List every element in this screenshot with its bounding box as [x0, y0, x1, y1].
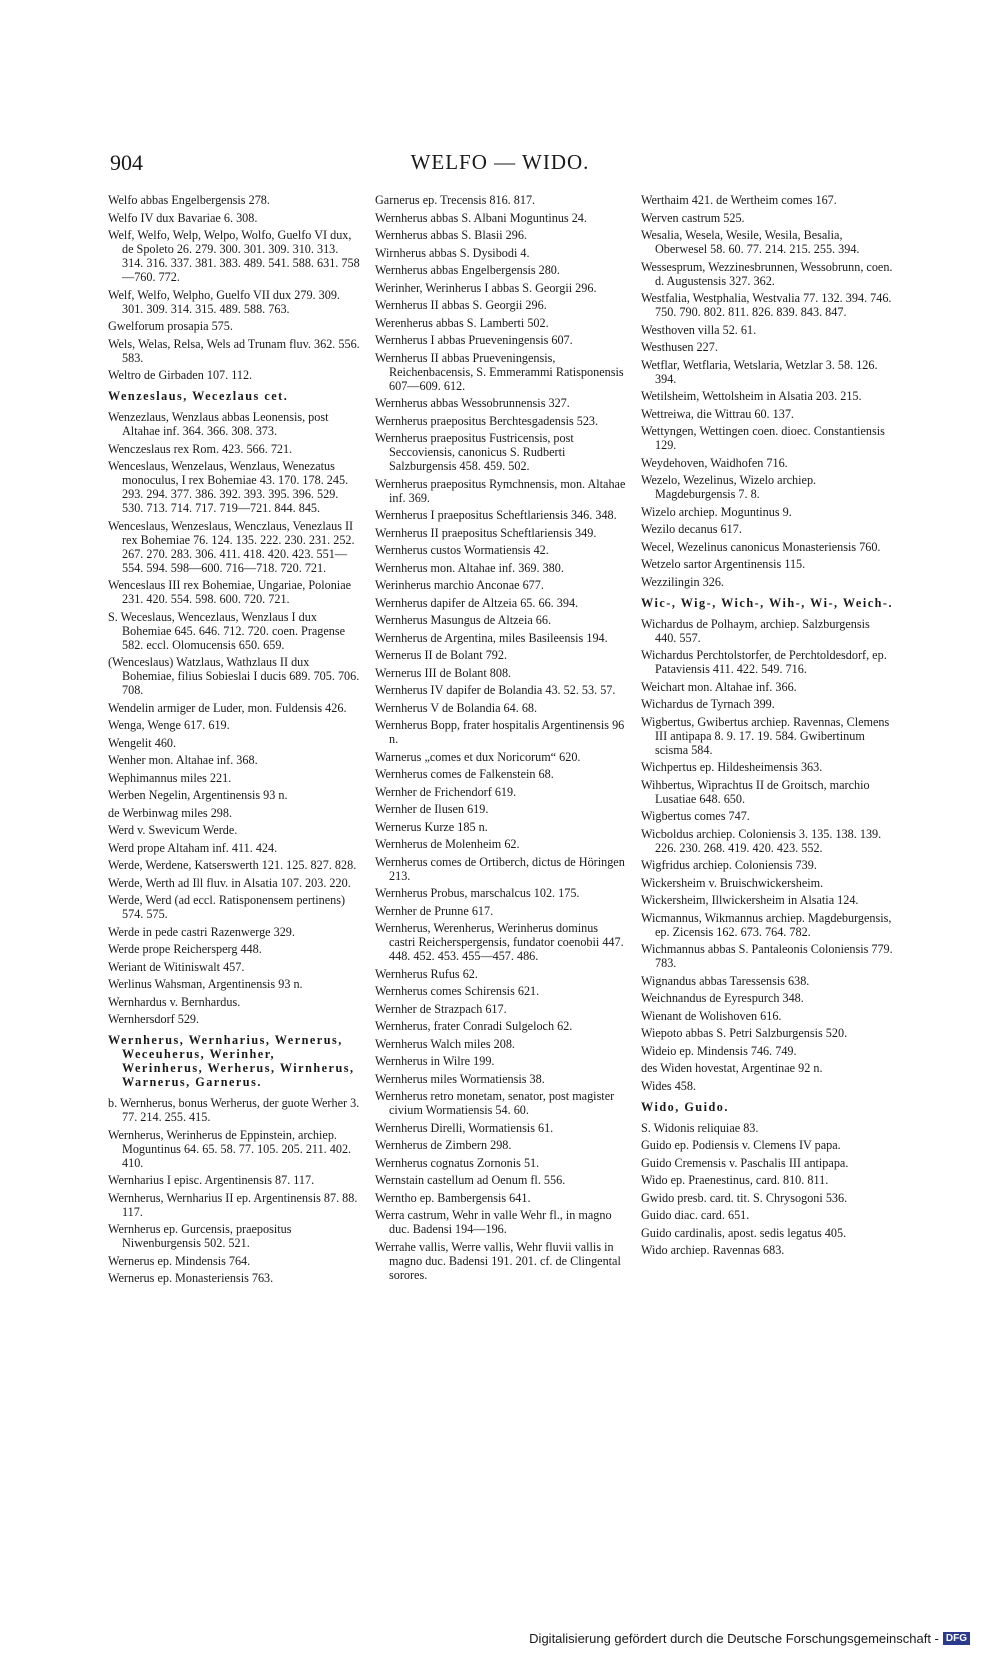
- index-section-header: Wernherus, Wernharius, Wernerus, Weceuherus, Werinher, Werinherus, Werherus, Wirnherus, Warnerus, Garnerus.: [108, 1033, 355, 1089]
- index-entry: Wernher de Prunne 617.: [375, 903, 494, 918]
- index-entry: Welf, Welfo, Welpho, Guelfo VII dux 279. 309. 301. 309. 314. 315. 489. 588. 763.: [108, 287, 340, 316]
- index-entry: Wihbertus, Wiprachtus II de Groitsch, marchio Lusatiae 648. 650.: [641, 777, 870, 806]
- footer: [529, 1631, 970, 1646]
- index-entry: Wernherus Walch miles 208.: [375, 1036, 515, 1051]
- index-entry: Wernherus praepositus Berchtesgadensis 523.: [375, 413, 599, 428]
- index-entry: Wernherus custos Wormatiensis 42.: [375, 543, 549, 557]
- index-entry: Welfo IV dux Bavariae 6. 308.: [108, 210, 258, 225]
- index-entry: Wezelo, Wezelinus, Wizelo archiep. Magdeburgensis 7. 8.: [641, 473, 817, 501]
- index-entry: Wicboldus archiep. Coloniensis 3. 135. 138. 139. 226. 230. 268. 419. 420. 423. 552.: [641, 826, 882, 855]
- index-entry: Wels, Welas, Relsa, Wels ad Trunam fluv. 362. 556. 583.: [108, 336, 360, 365]
- index-entry: Wernerus Kurze 185 n.: [375, 819, 488, 834]
- index-entry: Wessesprum, Wezzinesbrunnen, Wessobrunn, coen. d. Augustensis 327. 362.: [641, 259, 893, 288]
- index-column-1: [108, 193, 360, 1289]
- index-entry: Wernher de Ilusen 619.: [375, 802, 489, 816]
- index-entry: Wickersheim, Illwickersheim in Alsatia 124.: [641, 893, 859, 907]
- index-entry: Wernherus comes Schirensis 621.: [375, 984, 540, 998]
- index-entry: Wigbertus, Gwibertus archiep. Ravennas, Clemens III antipapa 8. 9. 17. 19. 584. Gwibertinum scisma 584.: [641, 714, 890, 757]
- index-entry: Wicmannus, Wikmannus archiep. Magdeburgensis, ep. Zicensis 162. 673. 764. 782.: [641, 910, 892, 939]
- index-entry: Wernerus II de Bolant 792.: [375, 648, 508, 662]
- index-entry: Wichmannus abbas S. Pantaleonis Coloniensis 779. 783.: [641, 942, 893, 970]
- index-entry: Werd v. Swevicum Werde.: [108, 823, 238, 837]
- index-entry: Wernherus dapifer de Altzeia 65. 66. 394.: [375, 595, 579, 610]
- index-entry: Westhoven villa 52. 61.: [641, 322, 757, 337]
- index-entry: Wernherus, Wernharius II ep. Argentinensis 87. 88. 117.: [108, 1190, 358, 1219]
- index-entry: Wenceslaus, Wenzeslaus, Wenczlaus, Venezlaus II rex Bohemiae 76. 124. 135. 222. 230. 231. 252. 267. 270. 283. 306. 411. 418. 420. 423. 551—554. 594. 598—600. 716—718. 720. 721.: [108, 518, 355, 575]
- index-entry: Guido Cremensis v. Paschalis III antipapa.: [641, 1155, 849, 1170]
- index-entry: Werde prope Reichersperg 448.: [108, 942, 262, 956]
- index-entry: Wetilsheim, Wettolsheim in Alsatia 203. 215.: [641, 389, 862, 403]
- index-entry: Wenceslaus III rex Bohemiae, Ungariae, Poloniae 231. 420. 554. 598. 600. 720. 721.: [108, 578, 352, 606]
- index-entry: Wichardus Perchtolstorfer, de Perchtoldesdorf, ep. Pataviensis 411. 422. 549. 716.: [641, 648, 887, 676]
- index-entry: Weydehoven, Waidhofen 716.: [641, 455, 788, 470]
- index-entry: de Werbinwag miles 298.: [108, 805, 233, 820]
- index-entry: Wernhersdorf 529.: [108, 1012, 200, 1026]
- index-entry: Guido cardinalis, apost. sedis legatus 405.: [641, 1225, 847, 1240]
- index-entry: Werenherus abbas S. Lamberti 502.: [375, 315, 549, 330]
- index-entry: Wernherus mon. Altahae inf. 369. 380.: [375, 560, 564, 575]
- index-entry: Wernerus III de Bolant 808.: [375, 665, 512, 680]
- index-section-header: Wido, Guido.: [641, 1099, 729, 1114]
- index-entry: Wido ep. Praenestinus, card. 810. 811.: [641, 1173, 829, 1187]
- index-entry: Werde, Werdene, Katserswerth 121. 125. 827. 828.: [108, 858, 357, 872]
- index-entry: Wernherus I abbas Prueveningensis 607.: [375, 333, 573, 347]
- index-entry: Weriant de Witiniswalt 457.: [108, 959, 245, 974]
- index-entry: Wecel, Wezelinus canonicus Monasteriensis 760.: [641, 539, 881, 554]
- index-entry: Garnerus ep. Trecensis 816. 817.: [375, 193, 536, 207]
- index-entry: Weltro de Girbaden 107. 112.: [108, 368, 253, 382]
- index-entry: Wenzezlaus, Wenzlaus abbas Leonensis, post Altahae inf. 364. 366. 308. 373.: [108, 410, 329, 438]
- index-entry: Wernherus Bopp, frater hospitalis Argentinensis 96 n.: [375, 718, 625, 746]
- index-entry: Wernherus Rufus 62.: [375, 966, 478, 981]
- index-entry: Wettreiwa, die Wittrau 60. 137.: [641, 406, 794, 421]
- index-entry: Wernherus IV dapifer de Bolandia 43. 52. 53. 57.: [375, 683, 616, 697]
- index-entry: Welf, Welfo, Welp, Welpo, Wolfo, Guelfo VI dux, de Spoleto 26. 279. 300. 301. 309. 310. 313. 314. 316. 337. 381. 383. 489. 541. 588. 631. 758—760. 772.: [108, 228, 360, 284]
- index-entry: Wernherus II abbas Prueveningensis, Reichenbacensis, S. Emmerammi Ratisponensis 607—609. 612.: [375, 350, 624, 393]
- index-entry: Wernherus abbas Engelbergensis 280.: [375, 263, 560, 277]
- index-entry: Wetzelo sartor Argentinensis 115.: [641, 557, 806, 571]
- index-entry: Werlinus Wahsman, Argentinensis 93 n.: [108, 977, 303, 991]
- index-entry: Wernherus Probus, marschalcus 102. 175.: [375, 886, 580, 900]
- index-entry: Westfalia, Westphalia, Westvalia 77. 132. 394. 746. 750. 790. 802. 811. 826. 839. 843. 847.: [641, 291, 892, 319]
- footer-text: Digitalisierung gefördert durch die Deutsche Forschungsgemeinschaft -: [529, 1631, 939, 1646]
- index-entry: Gwido presb. card. tit. S. Chrysogoni 536.: [641, 1190, 848, 1205]
- index-entry: Weichnandus de Eyrespurch 348.: [641, 991, 804, 1005]
- index-column-3: [641, 193, 893, 1261]
- index-entry: Werd prope Altaham inf. 411. 424.: [108, 840, 278, 855]
- index-entry: Wernherus ep. Gurcensis, praepositus Niwenburgensis 502. 521.: [108, 1222, 292, 1250]
- index-entry: Wernherus I praepositus Scheftlariensis 346. 348.: [375, 508, 617, 522]
- index-entry: Wernerus ep. Mindensis 764.: [108, 1253, 251, 1268]
- page-title: WELFO — WIDO.: [410, 150, 590, 174]
- index-entry: Wernherus abbas S. Blasii 296.: [375, 228, 528, 242]
- index-entry: Wizelo archiep. Moguntinus 9.: [641, 504, 792, 519]
- index-entry: Wigfridus archiep. Coloniensis 739.: [641, 858, 817, 872]
- index-entry: Wephimannus miles 221.: [108, 770, 232, 785]
- index-section-header: Wenzeslaus, Wecezlaus cet.: [108, 389, 289, 403]
- index-entry: (Wenceslaus) Watzlaus, Wathzlaus II dux Bohemiae, filius Sobieslai I ducis 689. 705. 706. 708.: [108, 655, 360, 697]
- index-entry: Guido diac. card. 651.: [641, 1208, 750, 1222]
- index-entry: Wernherus de Zimbern 298.: [375, 1138, 512, 1152]
- index-entry: Wesalia, Wesela, Wesile, Wesila, Besalia, Oberwesel 58. 60. 77. 214. 215. 255. 394.: [641, 228, 860, 256]
- index-entry: Wenher mon. Altahae inf. 368.: [108, 753, 258, 767]
- index-entry: Wernherus in Wilre 199.: [375, 1054, 495, 1068]
- index-entry: Wichardus de Polhaym, archiep. Salzburgensis 440. 557.: [641, 616, 870, 645]
- index-entry: Wernher de Frichendorf 619.: [375, 784, 517, 799]
- index-entry: Wernherus comes de Falkenstein 68.: [375, 767, 554, 781]
- index-entry: Wernherus V de Bolandia 64. 68.: [375, 700, 538, 715]
- index-entry: Werde, Werd (ad eccl. Ratisponensem pertinens) 574. 575.: [108, 893, 346, 921]
- index-entry: Wengelit 460.: [108, 735, 177, 750]
- index-entry: Wernherus Direlli, Wormatiensis 61.: [375, 1120, 554, 1135]
- index-entry: Wernherus retro monetam, senator, post magister civium Wormatiensis 54. 60.: [375, 1089, 615, 1117]
- index-entry: Wernherus, Werinherus de Eppinstein, archiep. Moguntinus 64. 65. 58. 77. 105. 205. 211. 402. 410.: [108, 1127, 352, 1170]
- index-entry: Werrahe vallis, Werre vallis, Wehr fluvii vallis in magno duc. Badensi 191. 201. cf. de Clingental sorores.: [375, 1239, 621, 1282]
- index-entry: Wezzilingin 326.: [641, 574, 724, 589]
- index-entry: Wernherus abbas S. Albani Moguntinus 24.: [375, 210, 587, 225]
- index-entry: Werven castrum 525.: [641, 210, 745, 225]
- page-number: 904: [110, 150, 143, 175]
- index-entry: Wernherus, Werenherus, Werinherus dominus castri Reicherspergensis, fundator coenobii 447. 448. 452. 453. 455—457. 486.: [375, 921, 624, 963]
- index-entry: Wetflar, Wetflaria, Wetslaria, Wetzlar 3. 58. 126. 394.: [641, 357, 878, 386]
- index-entry: Wides 458.: [641, 1078, 697, 1093]
- index-entry: Wignandus abbas Taressensis 638.: [641, 973, 810, 988]
- index-entry: Wendelin armiger de Luder, mon. Fuldensis 426.: [108, 700, 347, 715]
- index-entry: Wichardus de Tyrnach 399.: [641, 697, 775, 711]
- index-entry: Warnerus „comes et dux Noricorum“ 620.: [375, 749, 581, 764]
- index-entry: Wenga, Wenge 617. 619.: [108, 718, 230, 732]
- index-entry: Welfo abbas Engelbergensis 278.: [108, 193, 270, 207]
- index-entry: des Widen hovestat, Argentinae 92 n.: [641, 1061, 823, 1075]
- index-entry: Wideio ep. Mindensis 746. 749.: [641, 1043, 797, 1058]
- index-entry: Wirnherus abbas S. Dysibodi 4.: [375, 245, 530, 260]
- index-entry: Wernherus Masungus de Altzeia 66.: [375, 613, 552, 627]
- index-column-2: [375, 193, 627, 1285]
- index-entry: Wiepoto abbas S. Petri Salzburgensis 520.: [641, 1026, 848, 1040]
- index-entry: Wichpertus ep. Hildesheimensis 363.: [641, 760, 823, 774]
- index-entry: Wezilo decanus 617.: [641, 522, 742, 536]
- index-entry: Wido archiep. Ravennas 683.: [641, 1243, 785, 1257]
- index-entry: Wernherus abbas Wessobrunnensis 327.: [375, 396, 570, 410]
- index-entry: Werinherus marchio Anconae 677.: [375, 578, 544, 592]
- index-entry: Wenczeslaus rex Rom. 423. 566. 721.: [108, 441, 293, 456]
- index-entry: Werben Negelin, Argentinensis 93 n.: [108, 788, 288, 802]
- index-entry: Wernherus cognatus Zornonis 51.: [375, 1155, 540, 1170]
- index-entry: S. Widonis reliquiae 83.: [641, 1120, 759, 1135]
- index-entry: Wernherus miles Wormatiensis 38.: [375, 1071, 545, 1086]
- index-entry: Wernherus II praepositus Scheftlariensis 349.: [375, 525, 597, 540]
- index-entry: Wernherus de Molenheim 62.: [375, 837, 520, 851]
- index-entry: Westhusen 227.: [641, 340, 718, 354]
- index-entry: b. Wernherus, bonus Werherus, der guote Werher 3. 77. 214. 255. 415.: [108, 1096, 360, 1124]
- index-entry: Gwelforum prosapia 575.: [108, 319, 233, 333]
- index-entry: Wigbertus comes 747.: [641, 809, 750, 823]
- index-entry: Werde, Werth ad Ill fluv. in Alsatia 107. 203. 220.: [108, 875, 351, 890]
- index-entry: Wernherus de Argentina, miles Basileensis 194.: [375, 630, 608, 645]
- index-entry: Werde in pede castri Razenwerge 329.: [108, 924, 295, 939]
- index-entry: S. Weceslaus, Wencezlaus, Wenzlaus I dux Bohemiae 645. 646. 712. 720. coen. Pragense 582. eccl. Olomucensis 650. 659.: [108, 609, 346, 652]
- index-entry: Werinher, Werinherus I abbas S. Georgii 296.: [375, 280, 597, 295]
- index-entry: Wenceslaus, Wenzelaus, Wenzlaus, Wenezatus monoculus, I rex Bohemiae 43. 170. 178. 245. 293. 294. 377. 386. 392. 393. 395. 396. 529. 530. 713. 714. 717. 719—721. 844. 845.: [108, 459, 349, 515]
- index-entry: Wernherus comes de Ortiberch, dictus de Höringen 213.: [375, 854, 625, 883]
- index-entry: Wernherus, frater Conradi Sulgeloch 62.: [375, 1019, 573, 1033]
- index-entry: Werthaim 421. de Wertheim comes 167.: [641, 193, 837, 207]
- index-entry: Wienant de Wolishoven 616.: [641, 1008, 782, 1023]
- index-entry: Wernherus praepositus Fustricensis, post Seccoviensis, canonicus S. Rudberti Salzburgensis 458. 459. 502.: [375, 431, 574, 473]
- dfg-logo: DFG: [943, 1632, 970, 1645]
- index-entry: Wettyngen, Wettingen coen. dioec. Constantiensis 129.: [641, 424, 885, 452]
- index-entry: Wernerus ep. Monasteriensis 763.: [108, 1271, 274, 1285]
- index-entry: Wernstain castellum ad Oenum fl. 556.: [375, 1173, 566, 1187]
- index-entry: Guido ep. Podiensis v. Clemens IV papa.: [641, 1138, 841, 1152]
- index-entry: Werntho ep. Bambergensis 641.: [375, 1190, 531, 1205]
- index-section-header: Wic-, Wig-, Wich-, Wih-, Wi-, Weich-.: [641, 595, 893, 610]
- index-entry: Wernhardus v. Bernhardus.: [108, 994, 241, 1009]
- index-entry: Wickersheim v. Bruischwickersheim.: [641, 875, 824, 890]
- index-entry: Weichart mon. Altahae inf. 366.: [641, 679, 797, 694]
- index-entry: Wernher de Strazpach 617.: [375, 1001, 507, 1016]
- index-entry: Werra castrum, Wehr in valle Wehr fl., in magno duc. Badensi 194—196.: [375, 1208, 612, 1236]
- index-entry: Wernherus II abbas S. Georgii 296.: [375, 298, 547, 312]
- index-entry: Wernherus praepositus Rymchnensis, mon. Altahae inf. 369.: [375, 476, 626, 505]
- index-entry: Wernharius I episc. Argentinensis 87. 117.: [108, 1173, 315, 1187]
